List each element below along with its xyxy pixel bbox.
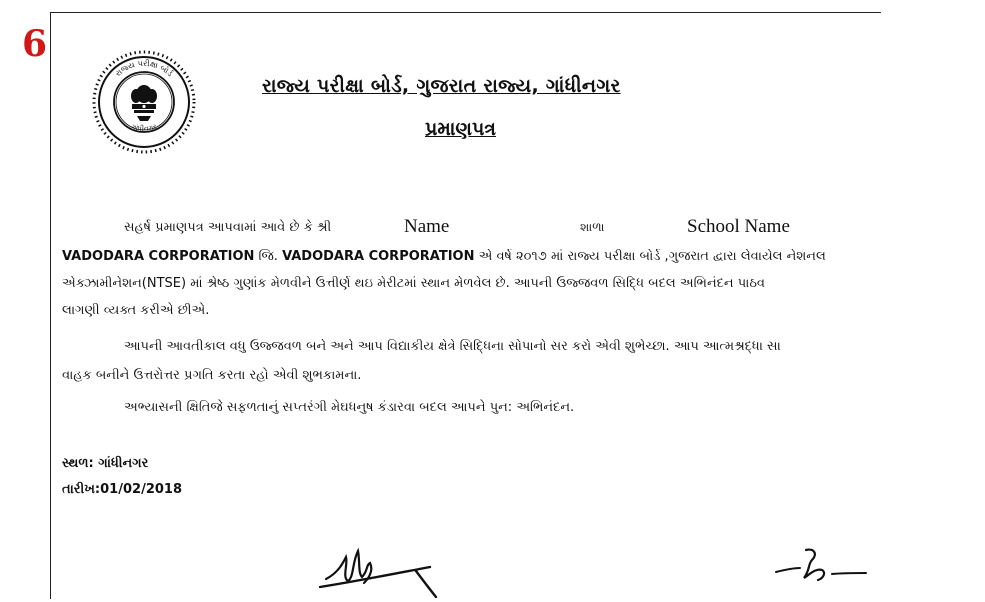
signature-left	[318, 543, 448, 598]
svg-text:ગાંધીનગર	[130, 122, 158, 133]
congrats-line: અભ્યાસની ક્ષિતિજે સફળતાનું સપ્તરંગી મેઘધનુષ કંડારવા બદલ આપને પુન: અભિનંદન.	[124, 400, 575, 415]
page-number: 6	[22, 23, 48, 65]
school-label: શાળા	[580, 220, 605, 234]
signature-right	[774, 546, 870, 586]
student-name-field: Name	[404, 216, 450, 237]
district-line	[62, 249, 880, 264]
intro-text: સહર્ષ પ્રમાણપત્ર આપવામાં આવે છે કે શ્રી	[124, 220, 332, 235]
school-name-field: School Name	[687, 216, 790, 237]
exam-text: એ વર્ષ ૨૦૧૭ માં રાજ્ય પરીક્ષા બોર્ડ ,ગુજરાત દ્વારા લેવાયેલ નેશનલ	[474, 249, 826, 264]
date-label: તારીખ:	[62, 482, 101, 497]
merit-line: એક્ઝામીનેશન(NTSE) માં શ્રેષ્ઠ ગુણાંક મેળવીને ઉત્તીર્ણ થઇ મેરીટમાં સ્થાન મેળવેલ છે. આપની ઉજ્જવળ સિદ્ધિ બદલ અભિનંદન પાઠવ	[62, 276, 765, 291]
page-title: રાજ્ય પરીક્ષા બોર્ડ, ગુજરાત રાજ્ય, ગાંધીનગર	[262, 75, 621, 97]
seal-bottom-text: ગાંધીનગર	[130, 122, 158, 133]
feeling-line: લાગણી વ્યક્ત કરીએ છીએ.	[62, 303, 210, 318]
seal-ring-text: રાજ્ય પરીક્ષા બોર્ડ	[113, 58, 175, 79]
wish-line-1: આપની આવતીકાલ વધુ ઉજ્જવળ બને અને આપ વિદ્યાકીય ક્ષેત્રે સિદ્ધિના સોપાનો સર કરો એવી શુભેચ્છા. આપ આત્મશ્રદ્ધા સા	[124, 339, 781, 354]
emblem-icon	[131, 85, 157, 121]
board-seal-icon	[92, 50, 196, 154]
district-name-2: VADODARA CORPORATION	[282, 249, 475, 264]
certificate-subtitle: પ્રમાણપત્ર	[425, 118, 496, 140]
district-separator: જિ.	[254, 249, 283, 264]
district-name: VADODARA CORPORATION	[62, 249, 255, 264]
right-margin	[881, 0, 985, 602]
place-text: સ્થળ: ગાંધીનગર	[62, 456, 149, 471]
date-value: 01/02/2018	[100, 482, 182, 497]
date-line	[62, 482, 182, 497]
wish-line-2: વાહક બનીને ઉત્તરોત્તર પ્રગતિ કરતા રહો એવી શુભકામના.	[62, 368, 362, 383]
